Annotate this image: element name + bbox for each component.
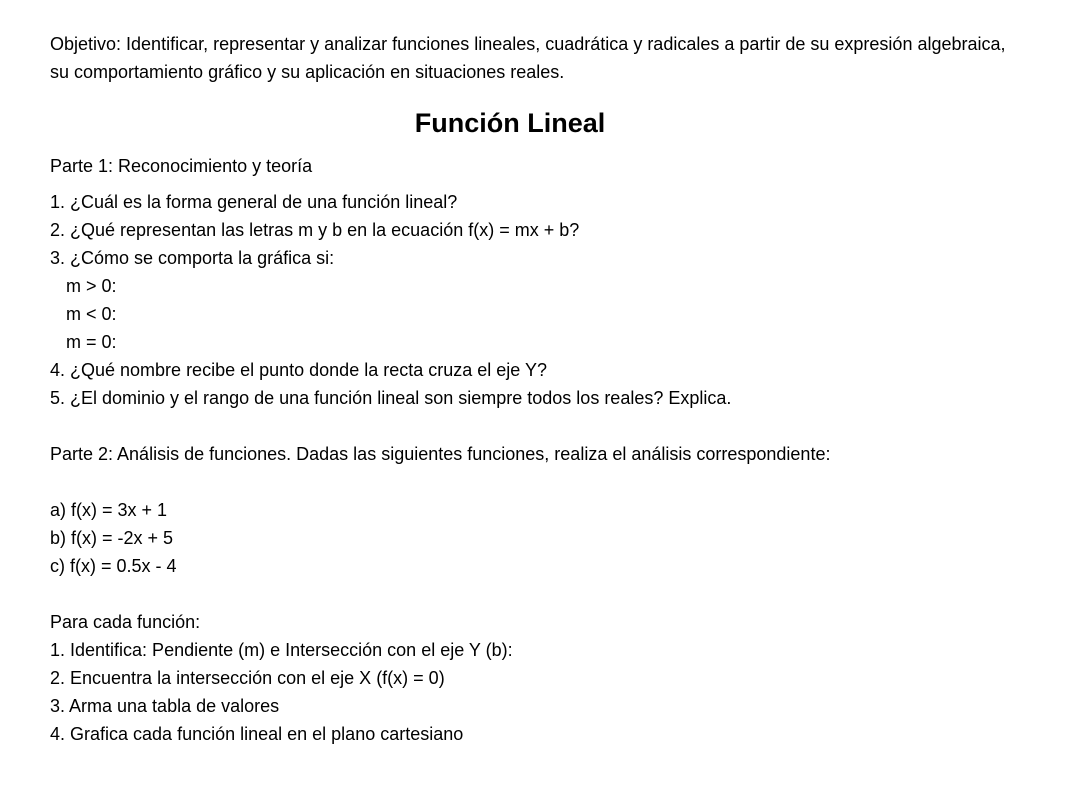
condition-m-negative: m < 0: bbox=[66, 304, 117, 324]
task-2: 2. Encuentra la intersección con el eje X (f(x) = 0) bbox=[50, 668, 445, 688]
condition-m-zero: m = 0: bbox=[66, 332, 117, 352]
part1-heading: Parte 1: Reconocimiento y teoría bbox=[50, 156, 313, 176]
tasks-heading: Para cada función: bbox=[50, 612, 201, 632]
question-3: 3. ¿Cómo se comporta la gráfica si: bbox=[50, 248, 335, 268]
question-4: 4. ¿Qué nombre recibe el punto donde la recta cruza el eje Y? bbox=[50, 360, 547, 380]
part2-heading: Parte 2: Análisis de funciones. Dadas las siguientes funciones, realiza el análisis correspondiente: bbox=[50, 444, 831, 464]
task-4: 4. Grafica cada función lineal en el plano cartesiano bbox=[50, 724, 464, 744]
objective-text: Objetivo: Identificar, representar y analizar funciones lineales, cuadrática y radicales a partir de su expresión algebraica, su comportamiento gráfico y su aplicación en situaciones reales. bbox=[50, 34, 1006, 82]
function-a: a) f(x) = 3x + 1 bbox=[50, 500, 168, 520]
question-2: 2. ¿Qué representan las letras m y b en la ecuación f(x) = mx + b? bbox=[50, 220, 580, 240]
task-1: 1. Identifica: Pendiente (m) e Intersección con el eje Y (b): bbox=[50, 640, 513, 660]
question-5: 5. ¿El dominio y el rango de una función lineal son siempre todos los reales? Explica. bbox=[50, 388, 732, 408]
condition-m-positive: m > 0: bbox=[66, 276, 117, 296]
task-3: 3. Arma una tabla de valores bbox=[50, 696, 280, 716]
function-b: b) f(x) = -2x + 5 bbox=[50, 528, 174, 548]
question-1: 1. ¿Cuál es la forma general de una función lineal? bbox=[50, 192, 458, 212]
page-title: Función Lineal bbox=[414, 108, 606, 138]
function-c: c) f(x) = 0.5x - 4 bbox=[50, 556, 177, 576]
